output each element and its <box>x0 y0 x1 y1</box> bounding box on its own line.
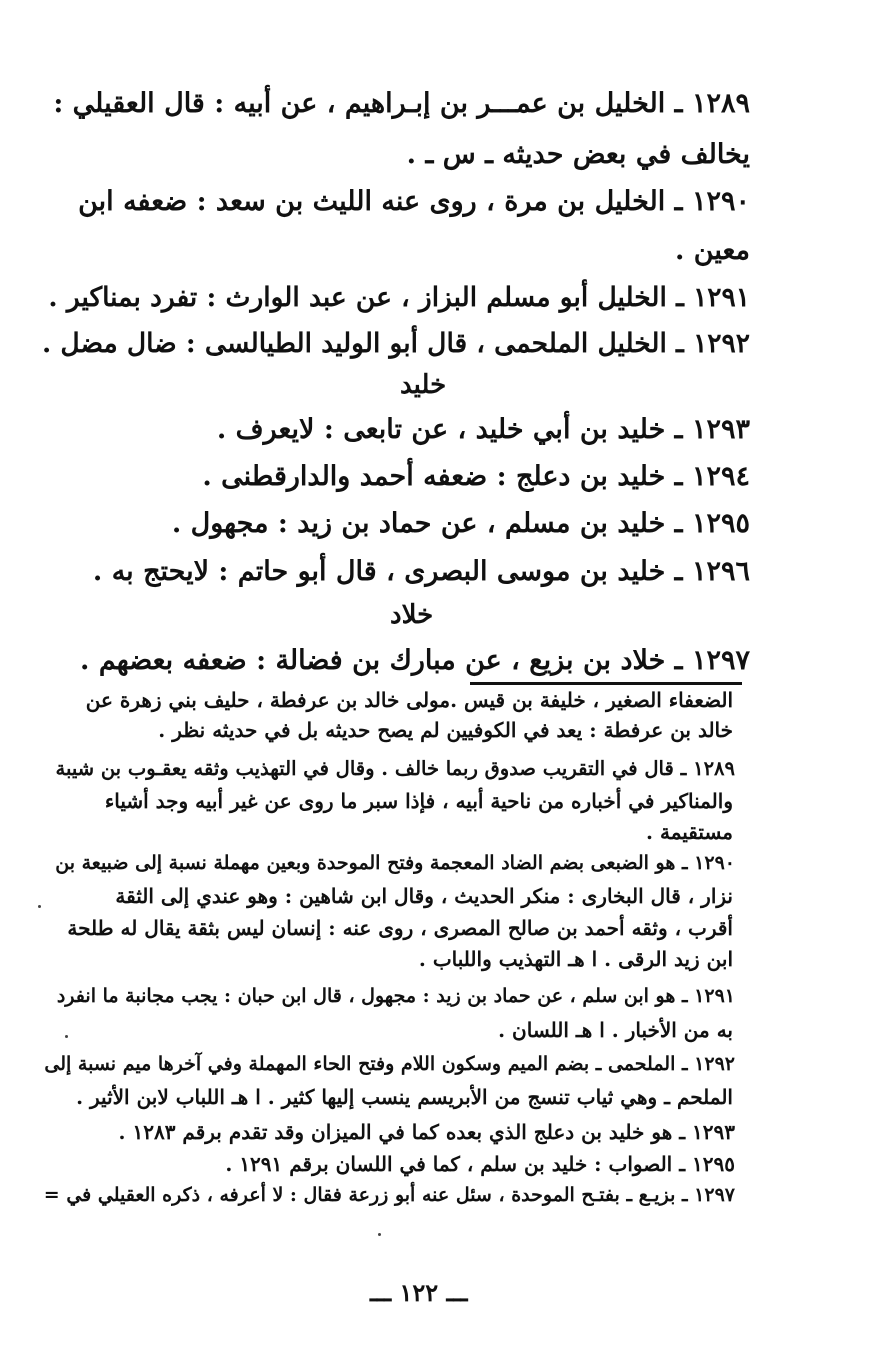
entry-1297 <box>80 645 750 676</box>
entry-number: ١٢٩٢ <box>693 328 750 359</box>
footnote-number: ١٢٩٣ <box>692 1120 735 1144</box>
entry-1294 <box>202 461 750 492</box>
entry-1292 <box>42 328 750 359</box>
entry-text: ـ الخليل الملحمى ، قال أبو الوليد الطيالسى : ضال مضل . <box>41 328 694 359</box>
footnote-1290 <box>55 852 735 874</box>
entry-number: ١٢٩١ <box>693 282 750 313</box>
entry-1290-line-1 <box>78 186 750 217</box>
footnote-line <box>86 688 733 712</box>
footnote-1295 <box>225 1152 735 1176</box>
entry-text: ـ الخليل بن عمـــر بن إبـراهيم ، عن أبيه : قال العقيلي : <box>53 88 692 119</box>
entry-text: ـ الخليل بن مرة ، روى عنه الليث بن سعد : ضعفه ابن <box>78 186 692 217</box>
scan-speck <box>378 1233 381 1236</box>
entry-1290-line-2 <box>675 235 750 266</box>
footnote-1289 <box>55 757 735 780</box>
entry-1291 <box>48 282 750 313</box>
footnote-text: والمناكير في أخباره من ناحية أبيه ، فإذا سبر ما روى عن غير أبيه وجد أشياء <box>104 789 733 813</box>
footnote-1293 <box>119 1120 735 1144</box>
footnote-separator <box>470 682 742 685</box>
footnote-number: ١٢٨٩ <box>693 757 735 780</box>
footnote-1297 <box>44 1184 735 1206</box>
footnote-line <box>76 1085 733 1109</box>
section-heading-khulayd: خليد <box>400 370 447 400</box>
footnote-line <box>419 947 733 971</box>
entry-number: ١٢٩٤ <box>691 461 750 492</box>
footnote-text: ـ الصواب : خليد بن سلم ، كما في اللسان برقم ١٢٩١ . <box>225 1152 693 1176</box>
entry-text: يخالف في بعض حديثه ـ س ـ . <box>406 139 750 170</box>
footnote-text: ـ هو خليد بن دعلج الذي بعده كما في الميزان وقد تقدم برقم ١٢٨٣ . <box>118 1120 693 1144</box>
entry-1295 <box>172 508 750 539</box>
page-number: ـــ ١٢٢ ـــ <box>370 1278 468 1307</box>
footnote-text: ـ الملحمى ـ بضم الميم وسكون اللام وفتح الحاء المهملة وفي آخرها ميم نسبة إلى <box>44 1053 695 1075</box>
footnote-line <box>158 718 733 742</box>
footnote-text: ـ قال في التقريب صدوق ربما خالف . وقال في التهذيب وثقه يعقـوب بن شيبة <box>55 757 694 780</box>
footnote-text: أقرب ، وثقه أحمد بن صالح المصرى ، روى عنه : إنسان ليس بثقة يقال له طلحة <box>67 916 733 940</box>
scan-speck <box>65 1035 68 1038</box>
entry-number: ١٢٩٠ <box>691 186 750 217</box>
footnote-1291 <box>57 985 735 1007</box>
footnote-number: ١٢٩٠ <box>694 852 735 874</box>
entry-number: ١٢٩٦ <box>691 556 750 587</box>
footnote-number: ١٢٩٧ <box>694 1184 735 1206</box>
entry-text: ـ خليد بن مسلم ، عن حماد بن زيد : مجهول . <box>171 508 692 539</box>
entry-1289-line-2 <box>407 139 750 170</box>
entry-text: ـ خليد بن أبي خليد ، عن تابعى : لايعرف . <box>216 414 692 445</box>
entry-number: ١٢٩٧ <box>691 645 750 676</box>
footnote-1292 <box>44 1053 735 1075</box>
entry-1289-line-1 <box>53 88 750 119</box>
scan-speck <box>38 905 41 908</box>
entry-1296 <box>93 556 750 587</box>
entry-text: ـ خليد بن موسى البصرى ، قال أبو حاتم : لايحتج به . <box>92 556 692 587</box>
footnote-line <box>105 789 733 813</box>
footnote-line <box>67 916 733 940</box>
entry-number: ١٢٨٩ <box>691 88 750 119</box>
entry-text: معين . <box>675 235 750 266</box>
footnote-text: نزار ، قال البخارى : منكر الحديث ، وقال ابن شاهين : وهو عندي إلى الثقة <box>115 884 733 908</box>
entry-number: ١٢٩٣ <box>691 414 750 445</box>
entry-number: ١٢٩٥ <box>691 508 750 539</box>
footnote-line <box>115 884 733 908</box>
footnote-text: ابن زيد الرقى . ا هـ التهذيب واللباب . <box>418 947 733 971</box>
section-heading-khallad: خلاد <box>390 600 434 630</box>
entry-text: ـ الخليل أبو مسلم البزاز ، عن عبد الوارث : تفرد بمناكير . <box>48 282 694 313</box>
footnote-text: مستقيمة . <box>646 820 733 844</box>
footnote-text: ـ هو ابن سلم ، عن حماد بن زيد : مجهول ، قال ابن حبان : يجب مجانبة ما انفرد <box>56 985 695 1007</box>
footnote-text: ـ هو الضبعى بضم الضاد المعجمة وفتح الموحدة وبعين مهملة نسبة إلى ضبيعة بن <box>55 852 695 874</box>
entry-text: ـ خليد بن دعلج : ضعفه أحمد والدارقطنى . <box>202 461 692 492</box>
footnote-line <box>646 820 733 844</box>
footnote-number: ١٢٩٥ <box>692 1152 735 1176</box>
footnote-text: خالد بن عرفطة : يعد في الكوفيين لم يصح حديثه بل في حديثه نظر . <box>158 718 733 742</box>
entry-text: ـ خلاد بن بزيع ، عن مبارك بن فضالة : ضعفه بعضهم . <box>80 645 692 676</box>
footnote-text: الملحم ـ وهي ثياب تنسج من الأبريسم ينسب إليها كثير . ا هـ اللباب لابن الأثير . <box>76 1085 733 1109</box>
footnote-text: ـ بزيـع ـ بفتـح الموحدة ، سئل عنه أبو زرعة فقال : لا أعرفه ، ذكره العقيلي في = <box>43 1184 695 1206</box>
footnote-text: به من الأخبار . ا هـ اللسان . <box>498 1018 733 1042</box>
footnote-number: ١٢٩١ <box>694 985 735 1007</box>
footnote-line <box>498 1018 733 1042</box>
footnote-number: ١٢٩٢ <box>694 1053 735 1075</box>
footnote-text: الضعفاء الصغير ، خليفة بن قيس .مولى خالد بن عرفطة ، حليف بني زهرة عن <box>85 688 733 712</box>
entry-1293 <box>217 414 750 445</box>
